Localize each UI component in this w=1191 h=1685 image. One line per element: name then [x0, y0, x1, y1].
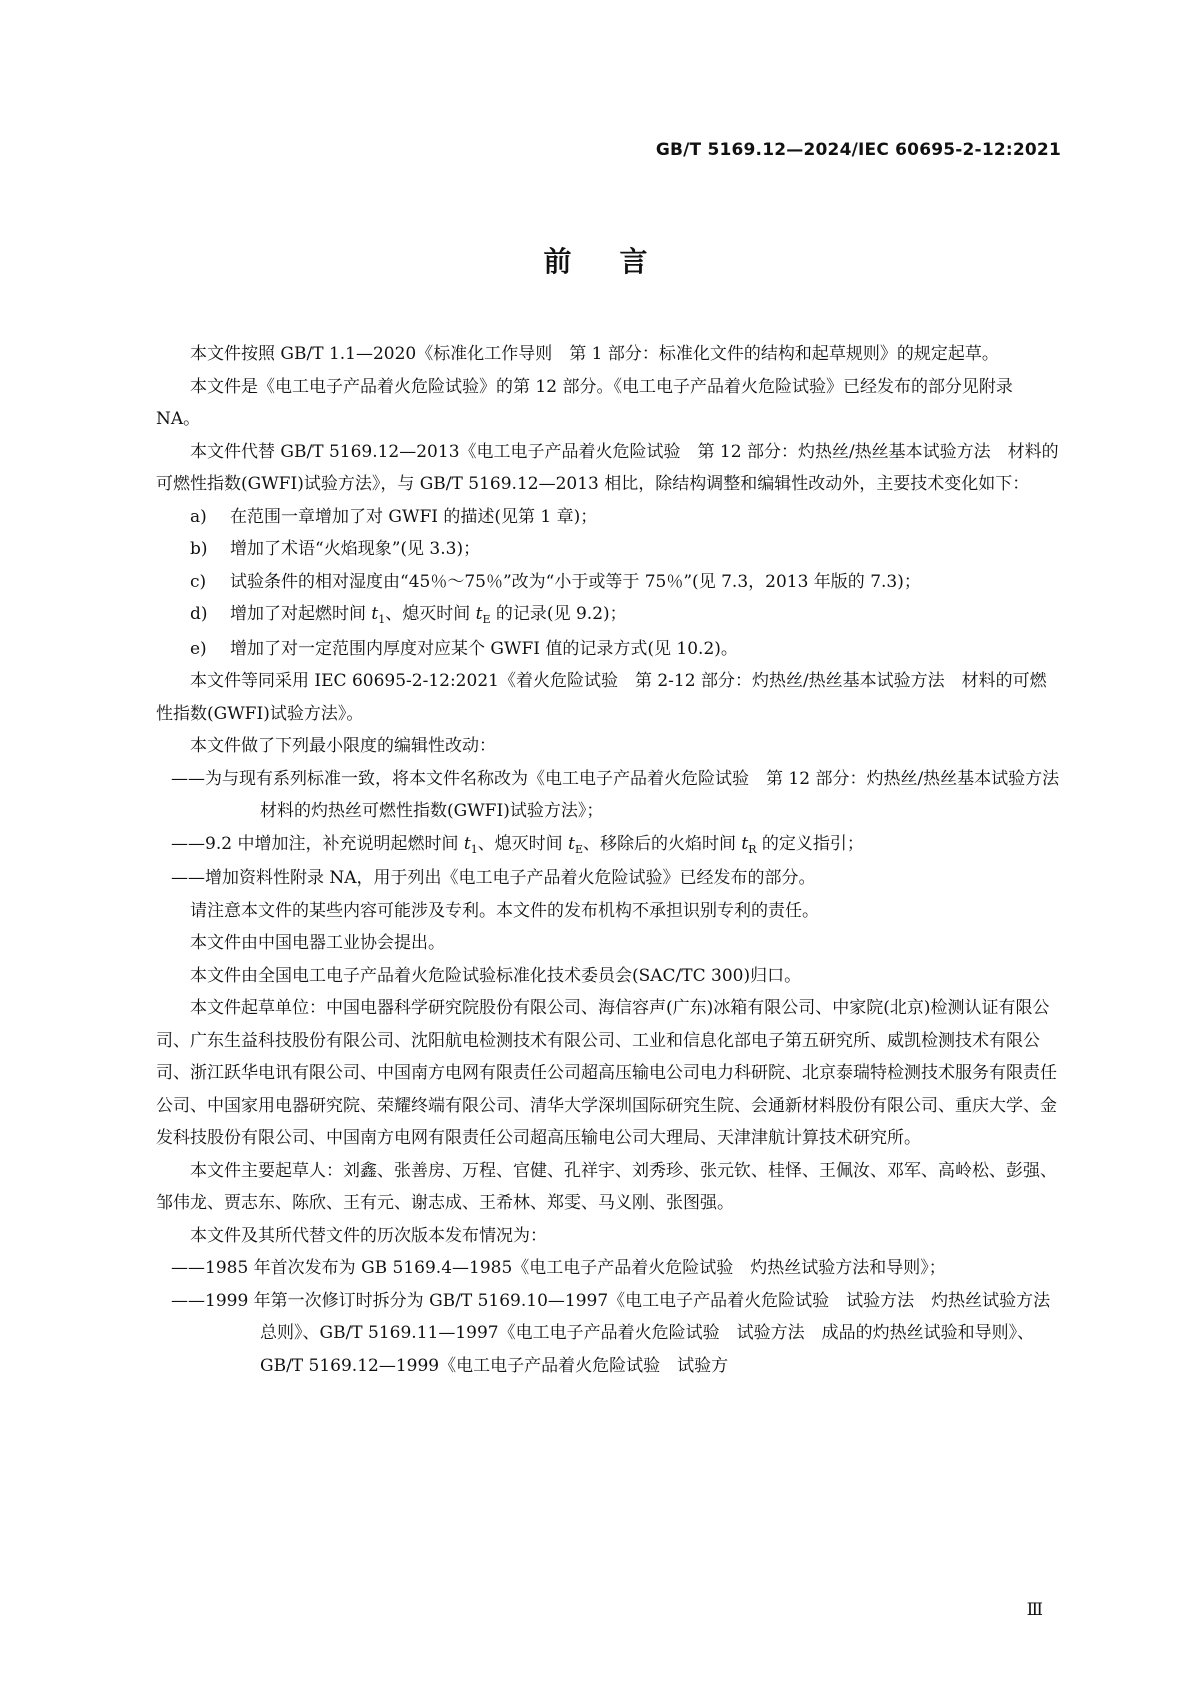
subscript: E: [482, 613, 491, 626]
document-code: GB/T 5169.12—2024/IEC 60695-2-12:2021: [655, 140, 1061, 160]
paragraph-series-part: 本文件是《电工电子产品着火危险试验》的第 12 部分。《电工电子产品着火危险试验》已经发布的部分见附录 NA。: [156, 376, 1013, 429]
item-text: 在范围一章增加了对 GWFI 的描述(见第 1 章)；: [230, 506, 598, 527]
var-t: t: [463, 833, 471, 854]
paragraph-drafting-units: 本文件起草单位：中国电器科学研究院股份有限公司、海信容声(广东)冰箱有限公司、中家院(北京)检测认证有限公司、广东生益科技股份有限公司、沈阳航电检测技术有限公司、工业和信息化部电子第五研究所、威凯检测技术有限公司、浙江跃华电讯有限公司、中国南方电网有限责任公司超高压输电公司电力科研院、北京泰瑞特检测技术服务有限责任公司、中国家用电器研究院、荣耀终端有限公司、清华大学深圳国际研究生院、会通新材料股份有限公司、重庆大学、金发科技股份有限公司、中国南方电网有限责任公司超高压输电公司大理局、天津津航计算技术研究所。: [156, 998, 1057, 1148]
item-label: b): [190, 539, 208, 559]
paragraph-proposer: 本文件由中国电器工业协会提出。: [190, 933, 445, 953]
dash-text: ——9.2 中增加注，补充说明起燃时间: [171, 833, 464, 854]
paragraph-replaces: 本文件代替 GB/T 5169.12—2013《电工电子产品着火危险试验 第 12 部分：灼热丝/热丝基本试验方法 材料的可燃性指数(GWFI)试验方法》，与 GB/T 5169.12—2013 相比，除结构调整和编辑性改动外，主要技术变化如下：: [156, 441, 1059, 494]
item-label: e): [190, 638, 207, 659]
change-item-d: [156, 598, 1060, 633]
dash-text: 的定义指引；: [756, 833, 864, 854]
subscript: E: [574, 842, 583, 856]
paragraph-editorial-changes: 本文件做了下列最小限度的编辑性改动：: [190, 736, 496, 756]
paragraph-drafters: 本文件主要起草人：刘鑫、张善房、万程、官健、孔祥宇、刘秀珍、张元钦、桂怿、王佩汝、邓军、高岭松、彭强、邹伟龙、贾志东、陈欣、王有元、谢志成、王希林、郑雯、马义刚、张图强。: [156, 1160, 1057, 1213]
dash-item-history-1985: ——1985 年首次发布为 GB 5169.4—1985《电工电子产品着火危险试验 灼热丝试验方法和导则》；: [171, 1258, 946, 1278]
page-title: [0, 240, 1191, 280]
dash-item-rename: ——为与现有系列标准一致，将本文件名称改为《电工电子产品着火危险试验 第 12 部分：灼热丝/热丝基本试验方法 材料的灼热丝可燃性指数(GWFI)试验方法》；: [171, 768, 1077, 821]
item-text: 增加了对起燃时间: [230, 604, 372, 624]
item-label: d): [190, 604, 208, 624]
dash-text: 、移除后的火焰时间: [582, 833, 742, 854]
var-t: t: [568, 833, 575, 854]
paragraph-drafting-rule: 本文件按照 GB/T 1.1—2020《标准化工作导则 第 1 部分：标准化文件的结构和起草规则》的规定起草。: [190, 344, 999, 364]
foreword-body: [156, 338, 1077, 1382]
dash-item-history-1999: ——1999 年第一次修订时拆分为 GB/T 5169.10—1997《电工电子产品着火危险试验 试验方法 灼热丝试验方法 总则》、GB/T 5169.11—1997《电工电子产品着火危险试验 试验方法 成品的灼热丝试验和导则》、GB/T 5169.12—1999《电工电子产品着火危险试验 试验方: [171, 1290, 1068, 1376]
item-text: 试验条件的相对湿度由“45％～75％”改为“小于或等于 75％”(见 7.3，2013 年版的 7.3)；: [230, 571, 921, 592]
paragraph-history: 本文件及其所代替文件的历次版本发布情况为：: [190, 1225, 547, 1246]
item-label: a): [190, 506, 207, 527]
item-text: 的记录(见 9.2)；: [490, 604, 627, 624]
change-item-c: [156, 566, 1060, 599]
dash-item-annex: ——增加资料性附录 NA，用于列出《电工电子产品着火危险试验》已经发布的部分。: [171, 868, 816, 888]
dash-text: 、熄灭时间: [477, 833, 569, 854]
var-t: t: [475, 604, 483, 624]
paragraph-patent: 请注意本文件的某些内容可能涉及专利。本文件的发布机构不承担识别专利的责任。: [190, 900, 819, 921]
page-number: Ⅲ: [1026, 1600, 1043, 1620]
title-char-2: 言: [619, 245, 648, 278]
change-item-a: [156, 501, 1060, 534]
item-text: 、熄灭时间: [385, 604, 476, 624]
item-label: c): [190, 571, 207, 592]
subscript: 1: [378, 613, 386, 626]
paragraph-committee: 本文件由全国电工电子产品着火危险试验标准化技术委员会(SAC/TC 300)归口。: [190, 965, 802, 986]
change-item-e: [156, 633, 1060, 666]
subscript: 1: [470, 842, 478, 856]
subscript: R: [748, 842, 757, 856]
title-char-1: 前: [543, 245, 572, 278]
item-text: 增加了对一定范围内厚度对应某个 GWFI 值的记录方式(见 10.2)。: [230, 638, 738, 659]
change-item-b: [156, 533, 1060, 566]
var-t: t: [371, 604, 379, 624]
dash-item-note: [156, 828, 1060, 863]
var-t: t: [741, 833, 749, 854]
paragraph-iec-adoption: 本文件等同采用 IEC 60695-2-12:2021《着火危险试验 第 2-12 部分：灼热丝/热丝基本试验方法 材料的可燃性指数(GWFI)试验方法》。: [156, 671, 1047, 724]
item-text: 增加了术语“火焰现象”(见 3.3)；: [230, 539, 481, 559]
